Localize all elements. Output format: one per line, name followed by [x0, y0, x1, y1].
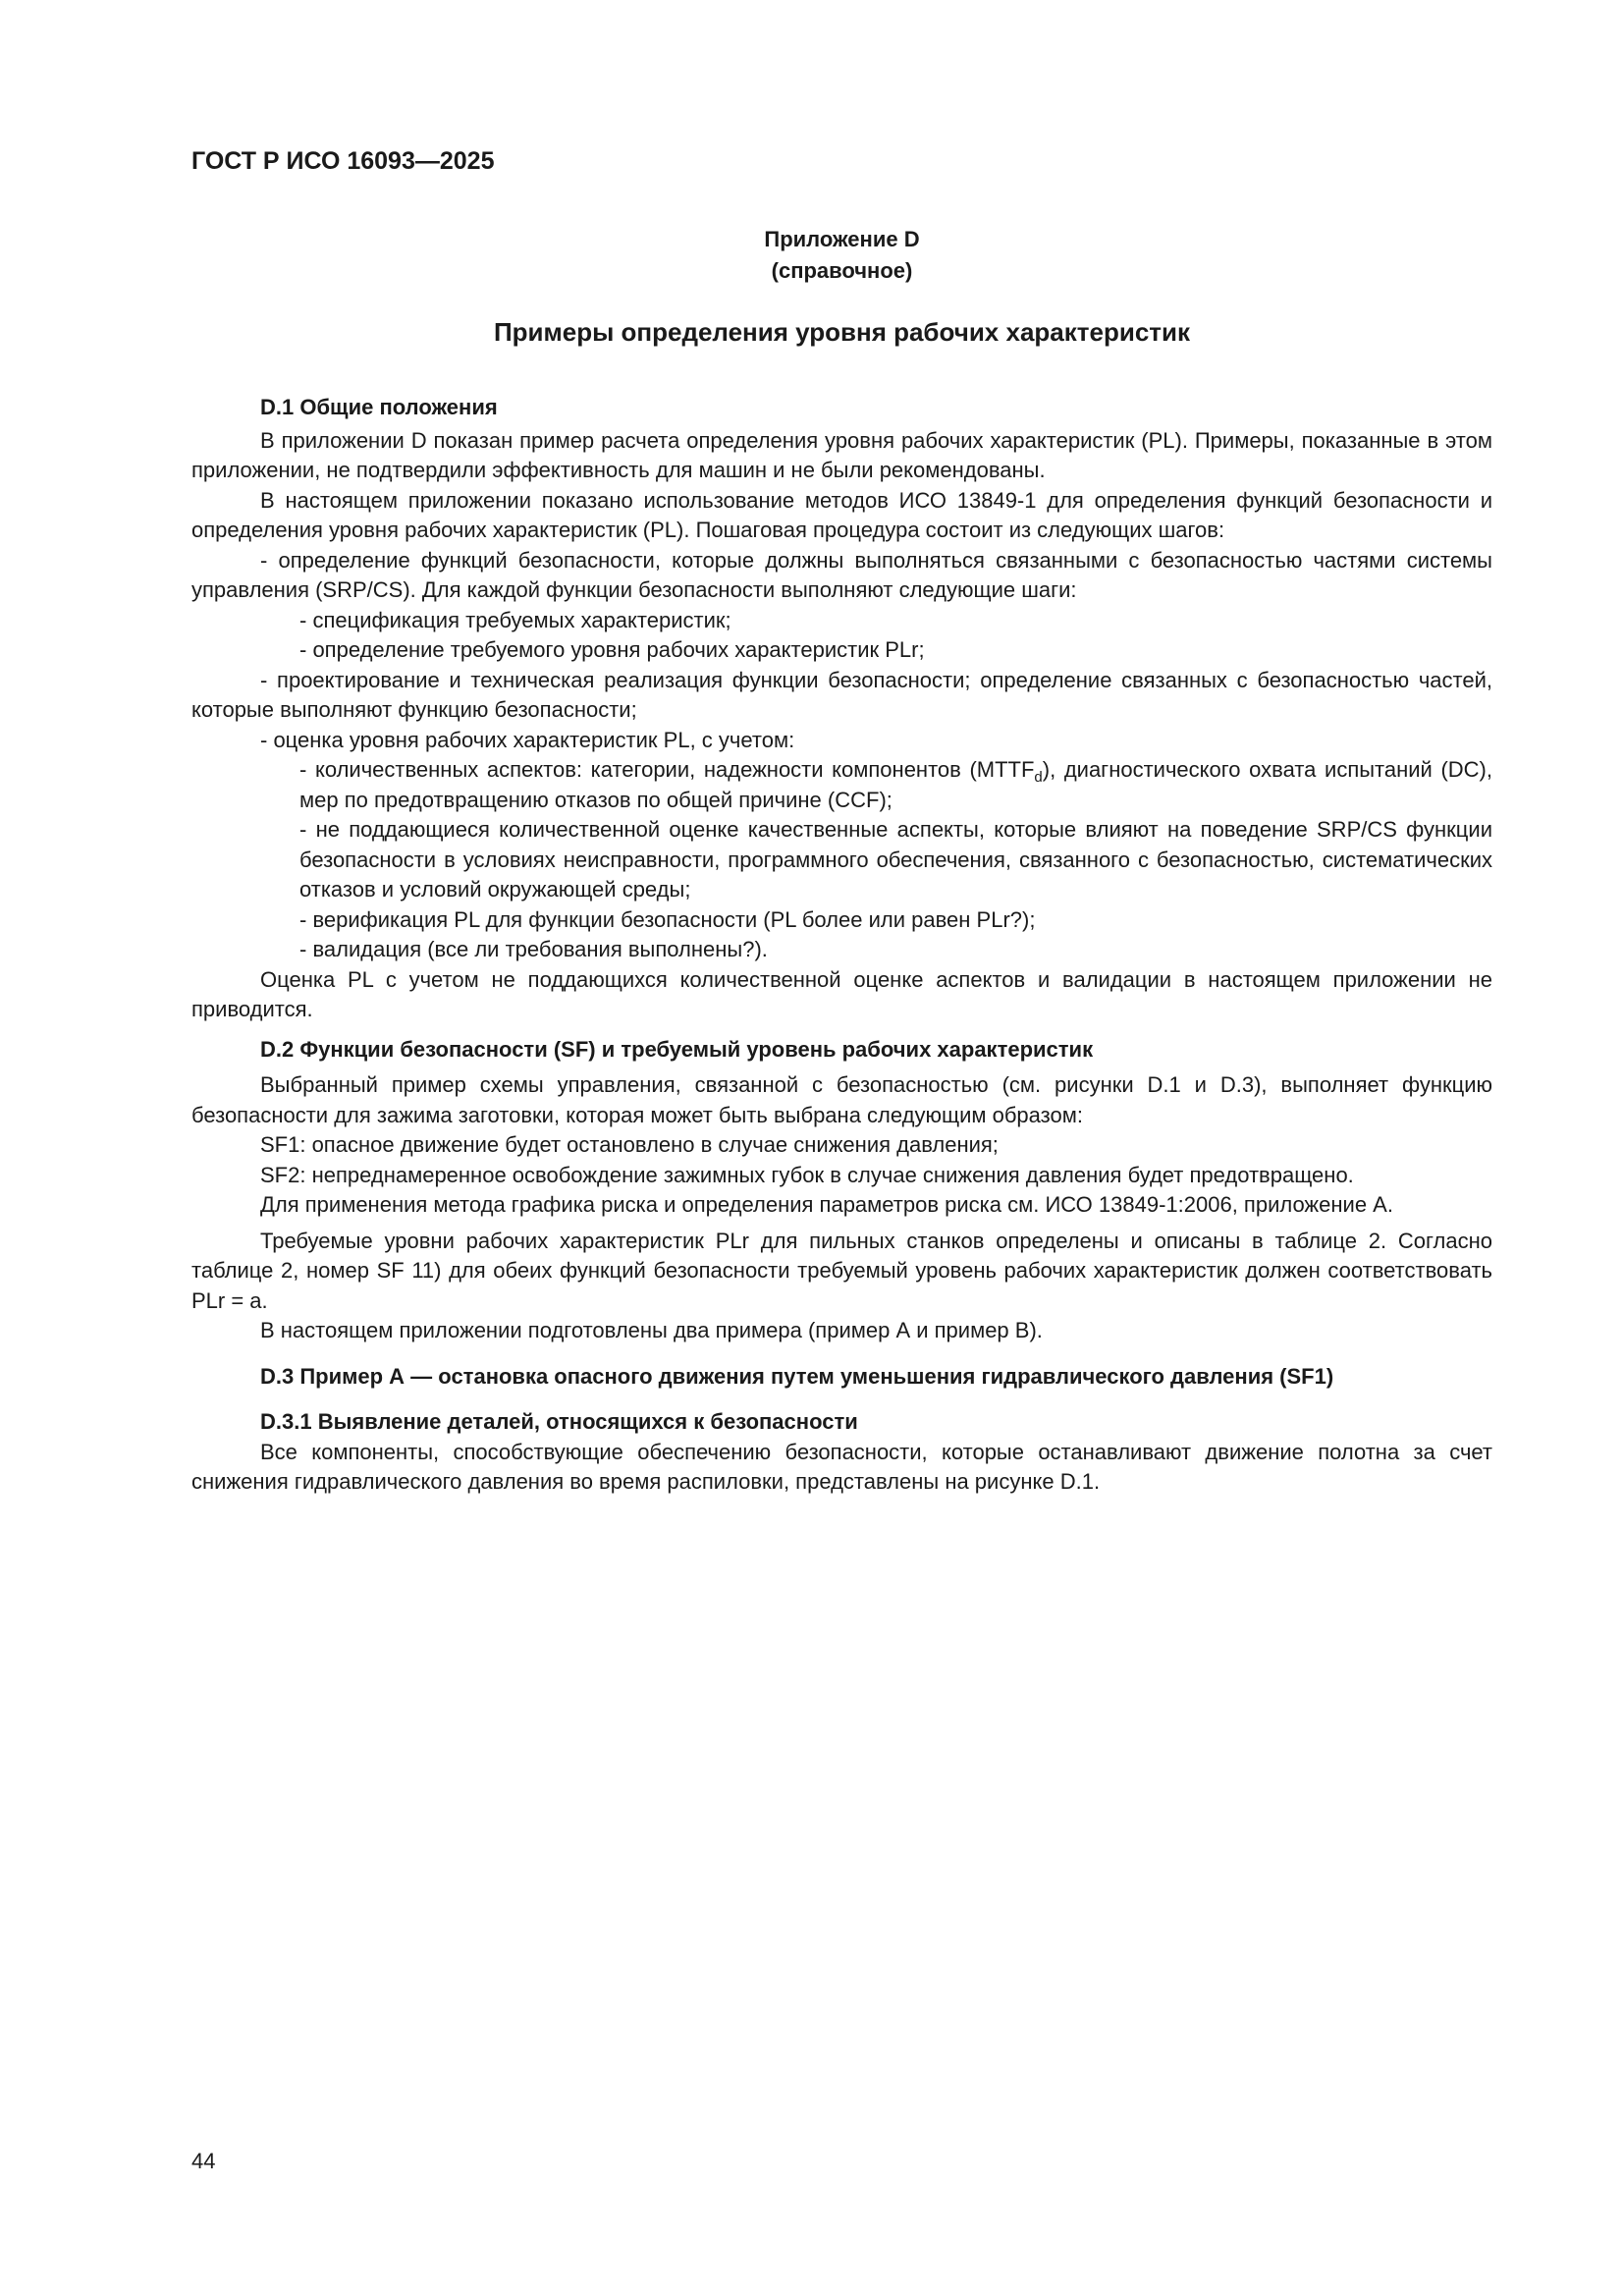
- list-item-text: ), диагностического охвата испытаний (DC), мер по предотвращению отказов по общей причине (CCF);: [299, 757, 1492, 812]
- subsection-heading-d3-1: D.3.1 Выявление деталей, относящихся к безопасности: [260, 1409, 858, 1434]
- annex-label-block: [191, 224, 1492, 287]
- document-body: [191, 393, 1492, 1498]
- list-item: - определение функций безопасности, которые должны выполняться связанными с безопасностью частями системы управления (SRP/CS). Для каждой функции безопасности выполняют следующие шаги:: [191, 547, 1492, 602]
- paragraph: SF1: опасное движение будет остановлено в случае снижения давления;: [260, 1132, 999, 1157]
- standard-designation: ГОСТ Р ИСО 16093—2025: [191, 147, 495, 175]
- list-item: - определение требуемого уровня рабочих характеристик PLr;: [299, 637, 925, 662]
- list-item: - спецификация требуемых характеристик;: [299, 607, 731, 632]
- paragraph: Все компоненты, способствующие обеспечению безопасности, которые останавливают движение полотна за счет снижения гидравлического давления во время распиловки, представлены на рисунке D.1.: [191, 1439, 1492, 1494]
- annex-title: Примеры определения уровня рабочих характеристик: [493, 317, 1191, 347]
- list-item: - не поддающиеся количественной оценке качественные аспекты, которые влияют на поведение SRP/CS функции безопасности в условиях неисправности, программного обеспечения, связанного с безопасностью, систематических отказов и условий окружающей среды;: [299, 817, 1492, 902]
- annex-type: (справочное): [771, 258, 913, 283]
- list-item: - верификация PL для функции безопасности (PL более или равен PLr?);: [299, 906, 1036, 932]
- paragraph: В настоящем приложении подготовлены два примера (пример А и пример В).: [260, 1318, 1043, 1342]
- paragraph: Выбранный пример схемы управления, связанной с безопасностью (см. рисунки D.1 и D.3), выполняет функцию безопасности для зажима заготовки, которая может быть выбрана следующим образом:: [191, 1072, 1492, 1127]
- list-item-text: - количественных аспектов: категории, надежности компонентов (MTTF: [299, 757, 1035, 782]
- page-number: 44: [191, 2149, 216, 2173]
- list-item: - валидация (все ли требования выполнены?).: [299, 937, 768, 961]
- paragraph: Оценка PL с учетом не поддающихся количественной оценке аспектов и валидации в настоящем приложении не приводится.: [191, 966, 1492, 1021]
- list-item: - проектирование и техническая реализация функции безопасности; определение связанных с безопасностью частей, которые выполняют функцию безопасности;: [191, 667, 1492, 722]
- section-heading-d3: D.3 Пример А — остановка опасного движения путем уменьшения гидравлического давления (SF1): [260, 1363, 1334, 1389]
- annex-label: Приложение D: [764, 227, 920, 251]
- paragraph: Для применения метода графика риска и определения параметров риска см. ИСО 13849-1:2006, приложение А.: [260, 1192, 1393, 1217]
- subscript: d: [1034, 769, 1043, 786]
- paragraph: Требуемые уровни рабочих характеристик PLr для пильных станков определены и описаны в таблице 2. Согласно таблице 2, номер SF 11) для обеих функций безопасности требуемый уровень рабочих характеристик должен соответствовать PLr = a.: [191, 1228, 1492, 1313]
- paragraph: SF2: непреднамеренное освобождение зажимных губок в случае снижения давления будет предотвращено.: [260, 1162, 1354, 1187]
- paragraph: В настоящем приложении показано использование методов ИСО 13849-1 для определения функций безопасности и определения уровня рабочих характеристик (PL). Пошаговая процедура состоит из следующих шагов:: [191, 487, 1492, 542]
- section-heading-d1: D.1 Общие положения: [260, 395, 498, 419]
- section-heading-d2: D.2 Функции безопасности (SF) и требуемый уровень рабочих характеристик: [260, 1036, 1094, 1062]
- paragraph: В приложении D показан пример расчета определения уровня рабочих характеристик (PL). Примеры, показанные в этом приложении, не подтвердили эффективность для машин и не были рекомендованы.: [191, 427, 1492, 482]
- list-item: [191, 755, 1492, 815]
- list-item: - оценка уровня рабочих характеристик PL, с учетом:: [260, 727, 795, 752]
